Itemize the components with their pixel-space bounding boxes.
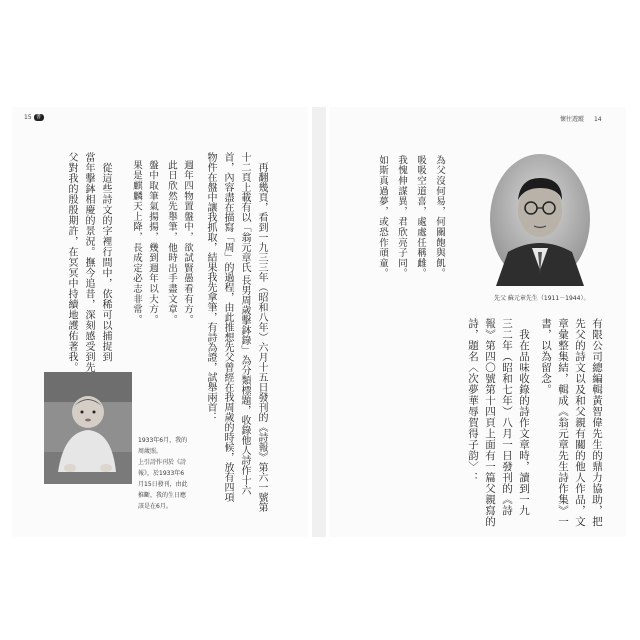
caption-line: 報》，於1933年6: [138, 470, 185, 477]
body-text-column: 有限公司總編輯黃智偉先生的鼎力協助，把: [591, 318, 603, 527]
body-text-column: 章彙整集結，輯成《翁元章先生詩作集》一: [557, 318, 569, 527]
right-page-header: [560, 114, 602, 123]
poem-line: 此日欣然先舉筆，他時出手盡文章。: [166, 160, 177, 325]
left-page-header: [24, 114, 44, 121]
body-text-column: 報》第四〇號第十四頁上面有一篇父親寫的: [484, 318, 496, 527]
caption-line: 月15日發刊，由此: [138, 481, 188, 488]
book-gutter: [312, 107, 326, 537]
right-page-number: 14: [593, 116, 602, 123]
poem-line: 果是麒麟天上降，長成定必志非常。: [131, 160, 142, 325]
body-text-column: 書，以為留念。: [540, 318, 552, 395]
left-page-number: 15: [24, 114, 32, 121]
father-portrait-photo: [488, 152, 592, 286]
body-text-column: 三二年（昭和七年）八月一日發刊的《詩: [501, 318, 513, 516]
body-text-column: 從這些詩文的字裡行間中，依稀可以捕捉到: [100, 152, 111, 362]
body-text-column: 首，內容盡在描寫「周」的過程，由此推想先父曾經在我周歲的時候，放有四項: [222, 152, 233, 502]
body-text-column: 十二頁上載有以「翁元章氏 長男周歲擊鉢錄」為分類標題，收錄他人詩作十六: [239, 152, 250, 496]
poem-line: 盤中取筆氣揚揚，幾到週年以大方。: [147, 160, 158, 325]
poem-line: 吸吸空道喜，處處任稱雌。: [415, 155, 426, 279]
body-text-column: 當年擊鉢相慶的景況。撫今追昔，深刻感受到先: [83, 152, 94, 373]
body-text-column: 我在品味收錄的詩作文章時，讀到一九: [518, 318, 530, 516]
portrait-caption: 先父 蘇元章先生（1911－1944）。: [494, 295, 590, 302]
body-text-column: 物件在盤中讓我抓取，結果我先拿筆，有詩為證，試舉兩首：: [205, 152, 216, 422]
right-page-title: 懷往遊蹤: [560, 116, 585, 123]
body-text-column: 先父的詩文以及和父親有關的他人作品，文: [574, 318, 586, 527]
body-text-column: 詩，題名〈次夢華辱賀得子韵〉：: [467, 318, 479, 483]
caption-line: 周歲照。: [138, 448, 163, 455]
caption-line: 推斷，我的生日應: [138, 492, 187, 499]
baby-photo-caption: [138, 435, 216, 512]
caption-line: 上引詩作刊於《詩: [138, 459, 187, 466]
caption-line: 1933年6月，我的: [138, 437, 188, 444]
book-logo-icon: 書: [34, 114, 44, 121]
poem-line: 為父沒何易，何關飽與飢。: [434, 155, 445, 279]
poem-line: 週年四物置盤中，欲試賢愚看有方。: [182, 160, 193, 325]
body-text-column: 再翻幾頁，看到一九三三年（昭和八年）六月十五日發刊的《詩報》第六一號第: [256, 152, 267, 512]
poem-line: 我愧伸謀異，君欣亮子同。: [396, 155, 407, 279]
body-text-column: 父對我的殷殷期許，在冥冥中持續地護佑著我。: [66, 152, 77, 373]
caption-line: 該是在6月。: [138, 503, 172, 510]
baby-photo: [44, 372, 132, 484]
poem-line: 如斯真過夢，或恐作頑童。: [377, 155, 388, 279]
